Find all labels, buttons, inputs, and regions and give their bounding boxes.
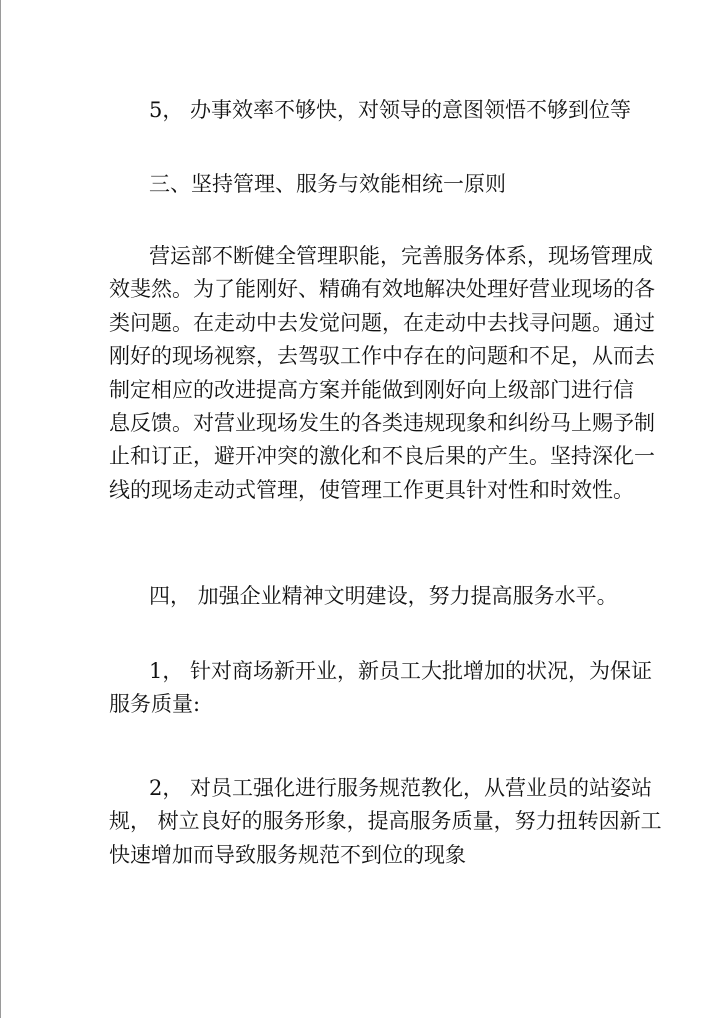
paragraph-line: 效斐然。为了能刚好、精确有效地解决处理好营业现场的各 <box>109 277 655 302</box>
paragraph-line: 1， 针对商场新开业，新员工大批增加的状况，为保证 <box>149 659 653 683</box>
paragraph-line: 2， 对员工强化进行服务规范教化，从营业员的站姿站 <box>149 776 653 800</box>
section-heading-3 <box>149 168 609 201</box>
section-3-body <box>109 240 655 507</box>
paragraph-line: 刚好的现场视察，去驾驭工作中存在的问题和不足，从而去 <box>109 344 655 369</box>
paragraph-line: 息反馈。对营业现场发生的各类违规现象和纠纷马上赐予制 <box>109 411 655 436</box>
paragraph-line: 服务质量: <box>109 692 201 717</box>
paragraph-line: 止和订正，避开冲突的激化和不良后果的产生。坚持深化一 <box>109 444 655 469</box>
paragraph-line: 营运部不断健全管理职能，完善服务体系，现场管理成 <box>149 244 653 268</box>
paragraph-line: 规， 树立良好的服务形象，提高服务质量，努力扭转因新工 <box>109 809 662 834</box>
paragraph-line: 5， 办事效率不够快，对领导的意图领悟不够到位等 <box>149 98 632 122</box>
list-item-2 <box>109 772 662 872</box>
paragraph-line: 快速增加而导致服务规范不到位的现象 <box>109 842 466 867</box>
list-item-1 <box>109 655 653 722</box>
list-item-5 <box>149 94 632 127</box>
section-heading-4 <box>149 580 618 613</box>
paragraph-line: 线的现场走动式管理，使管理工作更具针对性和时效性。 <box>109 477 634 502</box>
paragraph-line: 四， 加强企业精神文明建设，努力提高服务水平。 <box>149 584 618 608</box>
paragraph-line: 类问题。在走动中去发觉问题，在走动中去找寻问题。通过 <box>109 310 655 335</box>
paragraph-line: 制定相应的改进提高方案并能做到刚好向上级部门进行信 <box>109 377 634 402</box>
paragraph-line: 三、坚持管理、服务与效能相统一原则 <box>149 172 506 196</box>
